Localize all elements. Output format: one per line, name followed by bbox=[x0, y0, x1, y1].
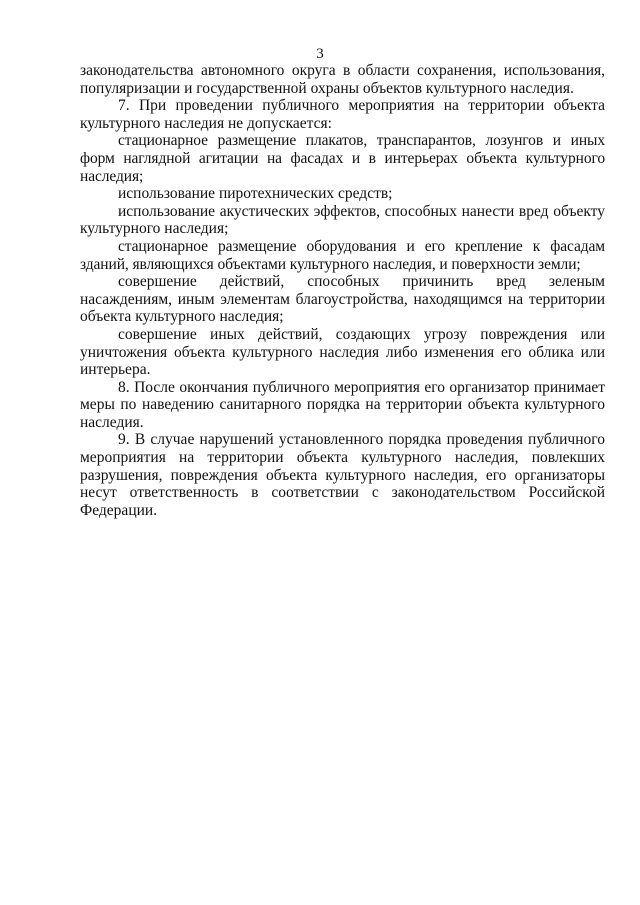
paragraph-restriction-acoustic: использование акустических эффектов, способных нанести вред объекту культурного наследия; bbox=[80, 202, 605, 238]
page-number: 3 bbox=[316, 46, 324, 62]
paragraph-continuation: законодательства автономного округа в области сохранения, использования, популяризации и государственной охраны объектов культурного наследия. bbox=[80, 62, 605, 97]
paragraph-restriction-green-areas: совершение действий, способных причинить вред зеленым насаждениям, иным элементам благоустройства, находящимся на территории объекта культурного наследия; bbox=[80, 273, 605, 326]
paragraph-restriction-other-actions: совершение иных действий, создающих угрозу повреждения или уничтожения объекта культурного наследия либо изменения его облика или интерьера. bbox=[80, 325, 605, 379]
paragraph-item-7: 7. При проведении публичного мероприятия на территории объекта культурного наследия не допускается: bbox=[80, 97, 605, 132]
paragraph-item-9: 9. В случае нарушений установленного порядка проведения публичного мероприятия на территории объекта культурного наследия, повлекших разрушения, повреждения объекта культурного наследия, его организаторы несут ответственность в соответствии с законодательством Российской Федерации. bbox=[80, 431, 605, 519]
paragraph-restriction-pyrotechnics: использование пиротехнических средств; bbox=[118, 185, 393, 203]
paragraph-restriction-posters: стационарное размещение плакатов, транспарантов, лозунгов и иных форм наглядной агитации на фасадах и в интерьерах объекта культурного наследия; bbox=[80, 132, 605, 185]
paragraph-item-8: 8. После окончания публичного мероприятия его организатор принимает меры по наведению санитарного порядка на территории объекта культурного наследия. bbox=[80, 378, 605, 431]
document-body bbox=[80, 62, 605, 519]
paragraph-restriction-equipment: стационарное размещение оборудования и его крепление к фасадам зданий, являющихся объектами культурного наследия, и поверхности земли; bbox=[80, 237, 605, 273]
